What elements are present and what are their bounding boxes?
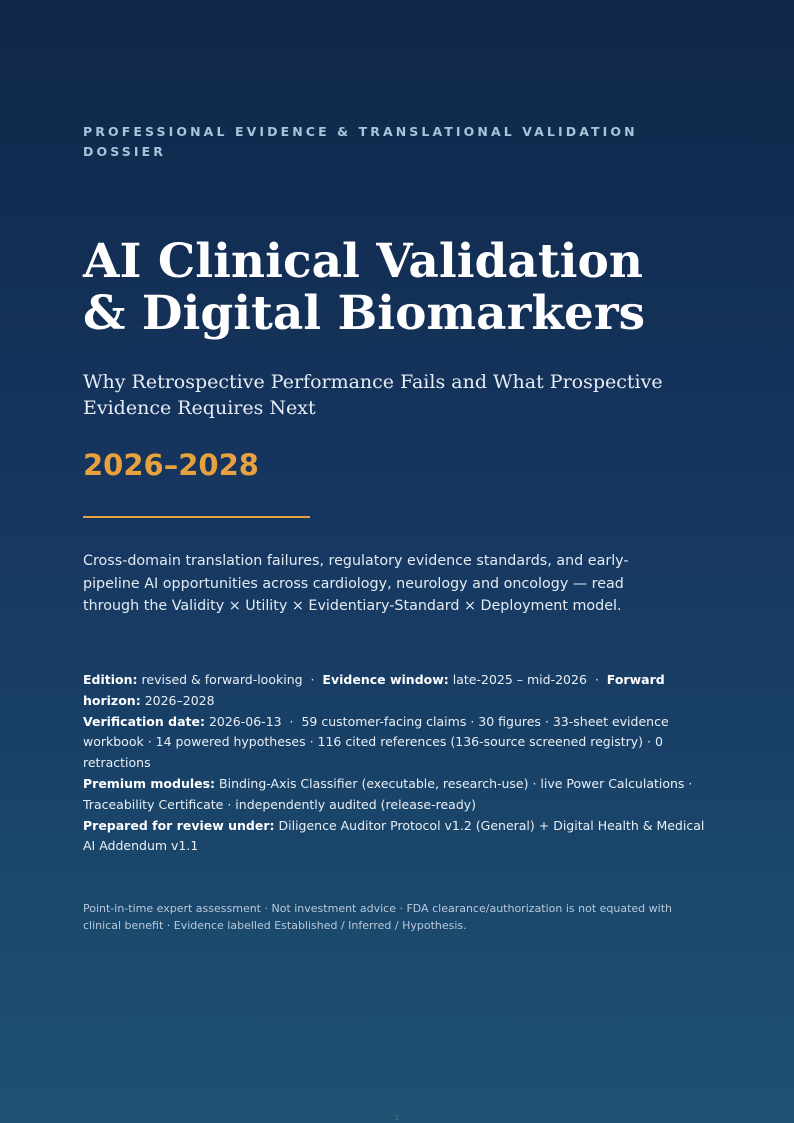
review-protocol-value: Diligence Auditor Protocol v1.2 (General) + Digital Health & Medical AI Addendum v1.1 [83,817,705,854]
meta-line-review [83,816,705,858]
dossier-eyebrow: PROFESSIONAL EVIDENCE & TRANSLATIONAL VALIDATION DOSSIER [83,124,638,159]
summary-paragraph: Cross-domain translation failures, regulatory evidence standards, and early-pipeline AI opportunities across cardiology, neurology and oncology — read through the Validity × Utility × Evidentiary-Standard × Deployment model. [83,553,629,614]
forward-horizon-value: 2026–2028 [144,692,215,708]
meta-line-verification: Verification date: 2026-06-13 · 59 customer-facing claims · 30 figures · 33-sheet evidence workbook · 14 powered hypotheses · 116 cited references (136-source screened registry) · 0 retractions [83,713,669,771]
verification-label: Verification date: [83,713,205,729]
title-line-1: AI Clinical Validation [83,234,643,289]
dossier-stats: 59 customer-facing claims · 30 figures · 33-sheet evidence workbook · 14 powered hypotheses · 116 cited references (136-source screened registry) · 0 retractions [83,713,669,771]
evidence-window-label: Evidence window: [322,672,449,687]
meta-line-edition: Edition: revised & forward-looking · Evidence window: late-2025 – mid-2026 · Forward horizon: 2026–2028 [83,672,665,708]
page-subtitle: Why Retrospective Performance Fails and What Prospective Evidence Requires Next [83,371,663,419]
edition-label: Edition: [83,672,138,687]
premium-modules-value: Binding-Axis Classifier (executable, research-use) · live Power Calculations · Traceability Certificate · independently audited (release-ready) [83,775,693,812]
disclaimer-text: Point-in-time expert assessment · Not investment advice · FDA clearance/authorization is not equated with clinical benefit · Evidence labelled Established / Inferred / Hypothesis. [83,902,672,932]
page-title [83,236,723,340]
meta-line-modules [83,774,705,816]
accent-divider [83,516,310,518]
forward-horizon-label: Forward horizon: [83,672,665,708]
forecast-years: 2026–2028 [83,448,259,482]
review-protocol-label: Prepared for review under: [83,817,275,833]
verification-value: 2026-06-13 [208,713,282,729]
title-line-2: & Digital Biomarkers [83,286,646,341]
premium-modules-label: Premium modules: [83,775,216,791]
evidence-window-value: late-2025 – mid-2026 [452,672,587,687]
edition-value: revised & forward-looking [141,672,303,687]
edition-metadata [83,670,705,857]
page-number: 1 [394,1114,400,1122]
